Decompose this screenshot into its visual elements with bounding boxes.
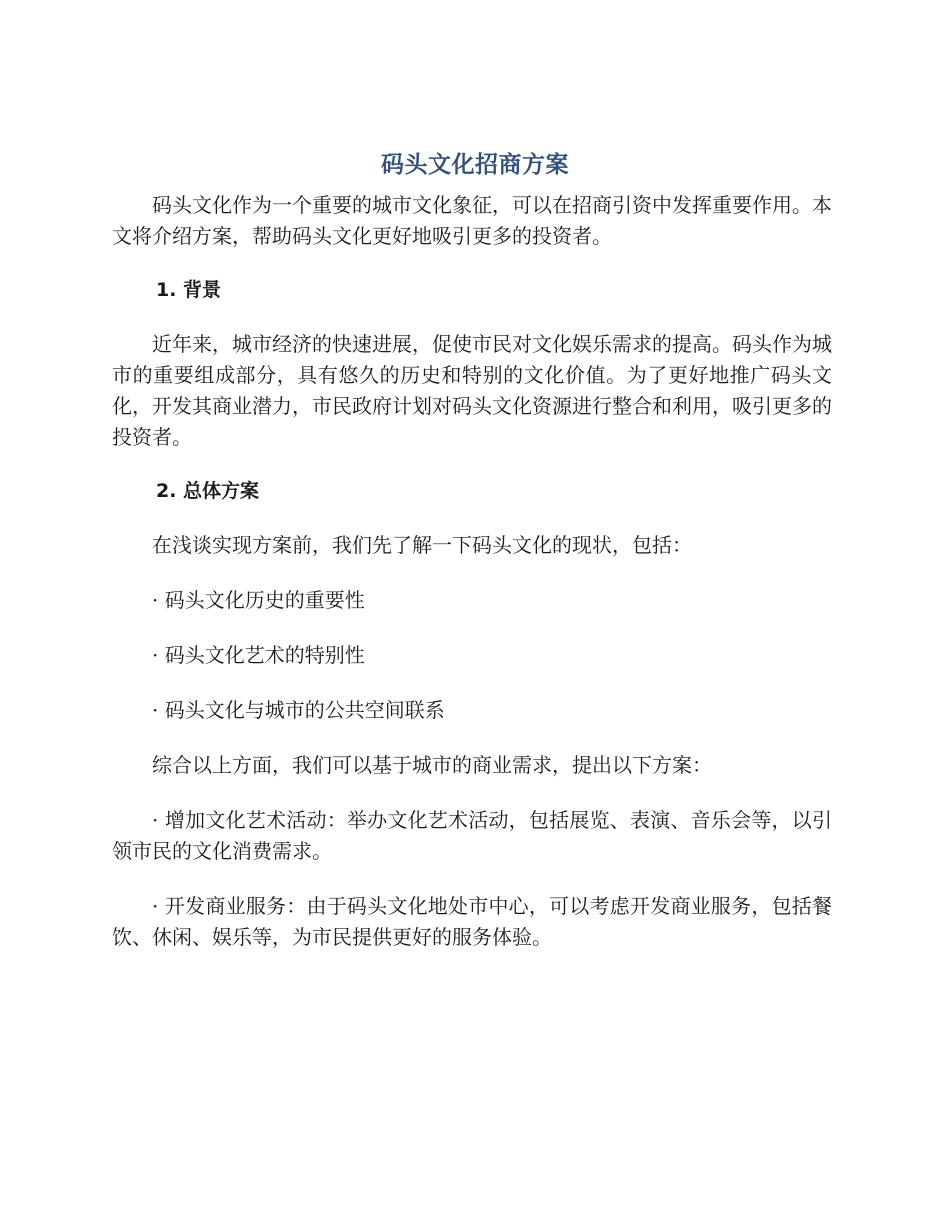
document-body [112, 190, 832, 953]
status-list-item: · 码头文化与城市的公共空间联系 [152, 698, 445, 722]
document-title: 码头文化招商方案 [381, 152, 569, 178]
background-paragraph: 近年来，城市经济的快速进展，促使市民对文化娱乐需求的提高。码头作为城市的重要组成部分，具有悠久的历史和特别的文化价值。为了更好地推广码头文化，开发其商业潜力，市民政府计划对码头文化资源进行整合和利用，吸引更多的投资者。 [112, 332, 832, 449]
plan-lead-paragraph: 在浅谈实现方案前，我们先了解一下码头文化的现状，包括： [152, 533, 692, 557]
plan-list-item: · 增加文化艺术活动：举办文化艺术活动，包括展览、表演、音乐会等，以引领市民的文化消费需求。 [112, 808, 832, 863]
section-heading-background: 1. 背景 [156, 279, 222, 301]
section-heading-overall-plan: 2. 总体方案 [156, 480, 260, 502]
plan-summary-paragraph: 综合以上方面，我们可以基于城市的商业需求，提出以下方案： [152, 753, 712, 777]
plan-list-item: · 开发商业服务：由于码头文化地处市中心，可以考虑开发商业服务，包括餐饮、休闲、娱乐等，为市民提供更好的服务体验。 [112, 894, 832, 949]
intro-paragraph: 码头文化作为一个重要的城市文化象征，可以在招商引资中发挥重要作用。本文将介绍方案，帮助码头文化更好地吸引更多的投资者。 [112, 193, 832, 248]
status-list-item: · 码头文化艺术的特别性 [152, 643, 365, 667]
status-list-item: · 码头文化历史的重要性 [152, 588, 365, 612]
